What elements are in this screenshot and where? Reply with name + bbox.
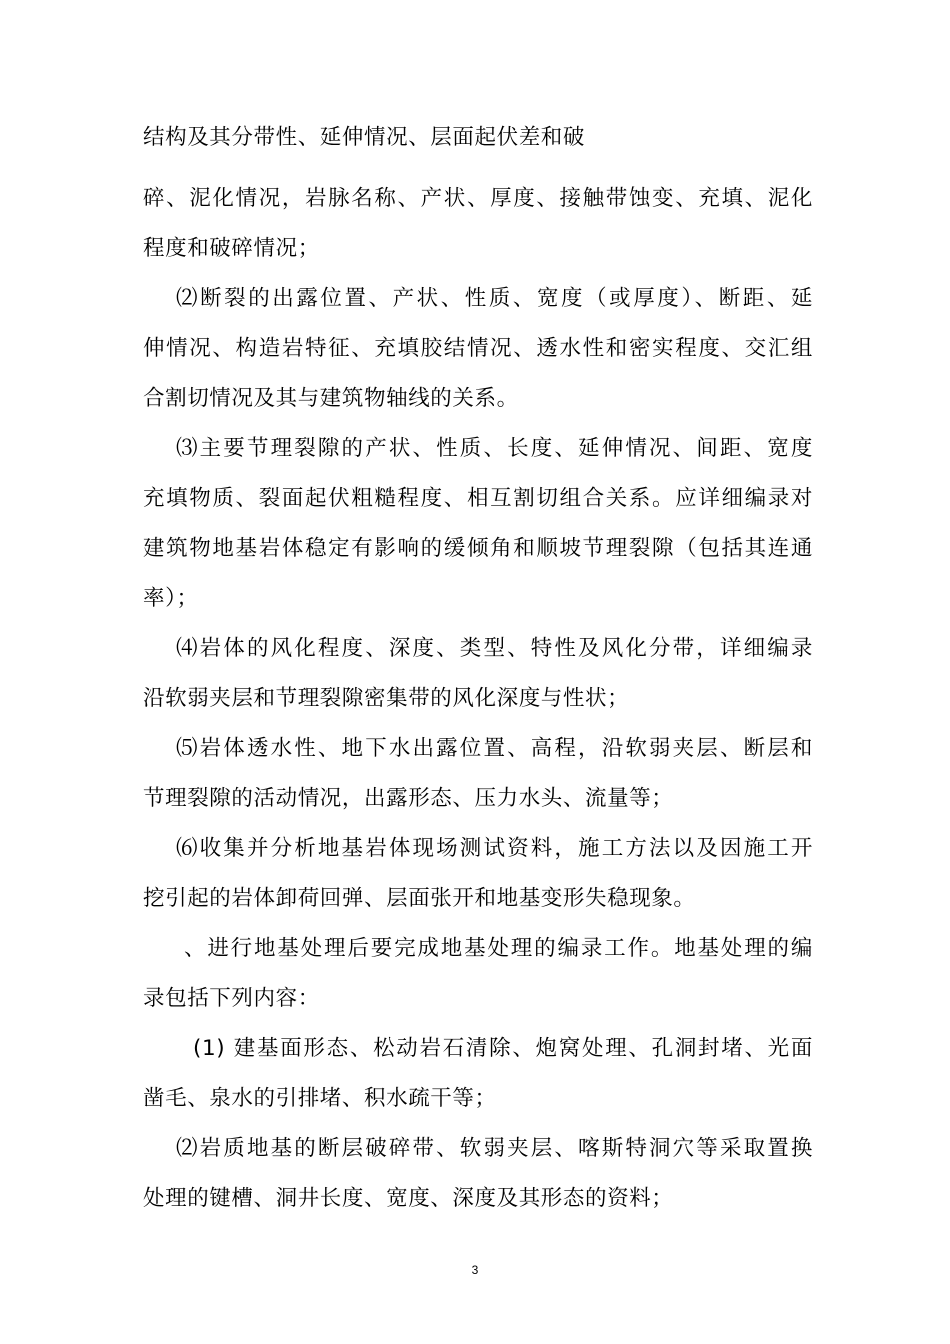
text-line: 合割切情况及其与建筑物轴线的关系。 (143, 386, 519, 411)
text-line: 碎、泥化情况，岩脉名称、产状、厚度、接触带蚀变、充填、泥化 (143, 186, 813, 211)
text-line: ⑵岩质地基的断层破碎带、软弱夹层、喀斯特洞穴等采取置换 (176, 1136, 813, 1161)
text-line: 结构及其分带性、延伸情况、层面起伏差和破 (143, 125, 586, 150)
text-line: ⑶主要节理裂隙的产状、性质、长度、延伸情况、间距、宽度 (176, 436, 813, 461)
text-line: 录包括下列内容： (143, 986, 320, 1011)
text-line: 程度和破碎情况； (143, 236, 320, 261)
text-line: ⑵断裂的出露位置、产状、性质、宽度（或厚度）、断距、延 (176, 286, 813, 311)
text-line: ⑷岩体的风化程度、深度、类型、特性及风化分带，详细编录 (176, 636, 813, 661)
text-line: (1) 建基面形态、松动岩石清除、炮窝处理、孔洞封堵、光面 (193, 1036, 813, 1061)
text-line: 沿软弱夹层和节理裂隙密集带的风化深度与性状； (143, 686, 630, 711)
text-line: 凿毛、泉水的引排堵、积水疏干等； (143, 1086, 497, 1111)
text-line: 、进行地基处理后要完成地基处理的编录工作。地基处理的编 (184, 936, 813, 961)
text-line: 率）； (143, 586, 199, 611)
text-line: 充填物质、裂面起伏粗糙程度、相互割切组合关系。应详细编录对 (143, 486, 813, 511)
page-number: 3 (471, 1263, 479, 1277)
text-line: 挖引起的岩体卸荷回弹、层面张开和地基变形失稳现象。 (143, 886, 696, 911)
text-line: 处理的键槽、洞井长度、宽度、深度及其形态的资料； (143, 1186, 674, 1211)
text-line: 建筑物地基岩体稳定有影响的缓倾角和顺坡节理裂隙（包括其连通 (143, 536, 813, 561)
text-line: ⑸岩体透水性、地下水出露位置、高程，沿软弱夹层、断层和 (176, 736, 813, 761)
text-line: 节理裂隙的活动情况，出露形态、压力水头、流量等； (143, 786, 674, 811)
text-line: ⑹收集并分析地基岩体现场测试资料，施工方法以及因施工开 (176, 836, 813, 861)
text-line: 伸情况、构造岩特征、充填胶结情况、透水性和密实程度、交汇组 (143, 336, 813, 361)
